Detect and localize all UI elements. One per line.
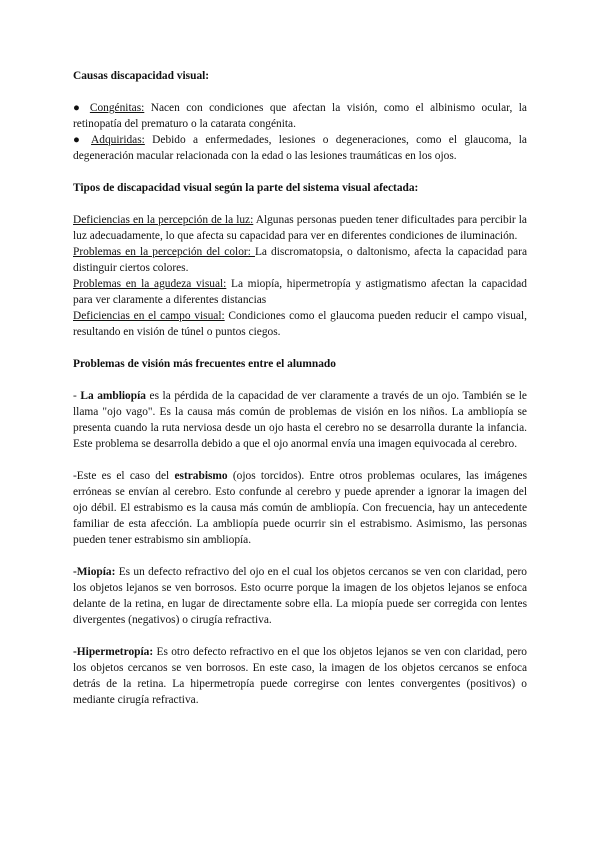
term: -Hipermetropía:: [73, 646, 154, 658]
paragraph-miopia: [73, 564, 527, 628]
bullet: ●: [73, 102, 90, 114]
paragraph-hipermetropia: [73, 644, 527, 708]
item-text: Nacen con condiciones que afectan la visión, como el albinismo ocular, la retinopatía del prematuro o la catarata congénita.: [73, 102, 527, 130]
prefix: -: [73, 390, 81, 402]
item-text: Debido a enfermedades, lesiones o degeneraciones, como el glaucoma, la degeneración macular relacionada con la edad o las lesiones traumáticas en los ojos.: [73, 134, 527, 162]
paragraph-text: es la pérdida de la capacidad de ver claramente a través de un ojo. También se le llama "ojo vago". Es la causa más común de problemas de visión en los niños. La ambliopía se presenta cuando la ruta nerviosa desde un ojo hasta el cerebro no se desarrolla durante la infancia. Este problema se desarrolla debido a que el ojo anormal envía una imagen equivocada al cerebro.: [73, 390, 527, 450]
paragraph-ambliopia: [73, 388, 527, 452]
paragraph-estrabismo: [73, 468, 527, 548]
tipos-item-color: [73, 244, 527, 276]
paragraph-text: Es otro defecto refractivo en el que los objetos lejanos se ven con claridad, pero los objetos cercanos se ven borrosos. En este caso, la imagen de los objetos cercanos se enfoca detrás de la retina. La hipermetropía puede corregirse con lentes convergentes (positivos) o mediante cirugía refractiva.: [73, 646, 527, 706]
item-label: Problemas en la percepción del color:: [73, 246, 255, 258]
causas-heading: Causas discapacidad visual:: [73, 70, 210, 82]
item-text: La miopía, hipermetropía y astigmatismo afectan la capacidad para ver claramente a diferentes distancias: [73, 278, 527, 306]
tipos-item-agudeza: [73, 276, 527, 308]
item-text: Algunas personas pueden tener dificultades para percibir la luz adecuadamente, lo que afecta su capacidad para ver en diferentes condiciones de iluminación.: [73, 214, 527, 242]
item-label: Congénitas:: [89, 102, 145, 114]
item-text: La discromatopsia, o daltonismo, afecta la capacidad para distinguir ciertos colores.: [73, 246, 528, 274]
tipos-heading: Tipos de discapacidad visual según la parte del sistema visual afectada:: [73, 182, 419, 194]
item-label: Deficiencias en el campo visual:: [73, 310, 225, 322]
bullet: ●: [73, 134, 92, 146]
item-label: Problemas en la agudeza visual:: [73, 278, 227, 290]
item-label: Adquiridas:: [91, 134, 145, 146]
document-content: [73, 68, 527, 708]
term: estrabismo: [174, 470, 228, 482]
term: -Miopía:: [73, 566, 116, 578]
problemas-heading: Problemas de visión más frecuentes entre el alumnado: [73, 358, 336, 370]
paragraph-text: (ojos torcidos). Entre otros problemas oculares, las imágenes erróneas se envían al cerebro. Esto confunde al cerebro y puede aprender a ignorar la imagen del ojo débil. El estrabismo es la causa más común de ambliopía. Con frecuencia, hay un antecedente familiar de esta afección. La ambliopía puede ocurrir sin el estrabismo. Asimismo, las personas pueden tener estrabismo sin ambliopía.: [73, 470, 528, 546]
item-text: Condiciones como el glaucoma pueden reducir el campo visual, resultando en visión de túnel o puntos ciegos.: [73, 310, 527, 338]
tipos-item-luz: [73, 212, 527, 244]
causas-item-congenitas: [73, 100, 527, 132]
paragraph-text: Es un defecto refractivo del ojo en el cual los objetos cercanos se ven con claridad, pero los objetos lejanos se ven borrosos. Esto ocurre porque la imagen de los objetos lejanos se enfoca delante de la retina, en lugar de directamente sobre ella. La miopía puede ser corregida con lentes divergentes (negativos) o cirugía refractiva.: [73, 566, 527, 626]
causas-item-adquiridas: [73, 132, 527, 164]
tipos-item-campo: [73, 308, 527, 340]
prefix: -Este es el caso del: [73, 470, 175, 482]
term: La ambliopía: [80, 390, 146, 402]
item-label: Deficiencias en la percepción de la luz:: [73, 214, 254, 226]
